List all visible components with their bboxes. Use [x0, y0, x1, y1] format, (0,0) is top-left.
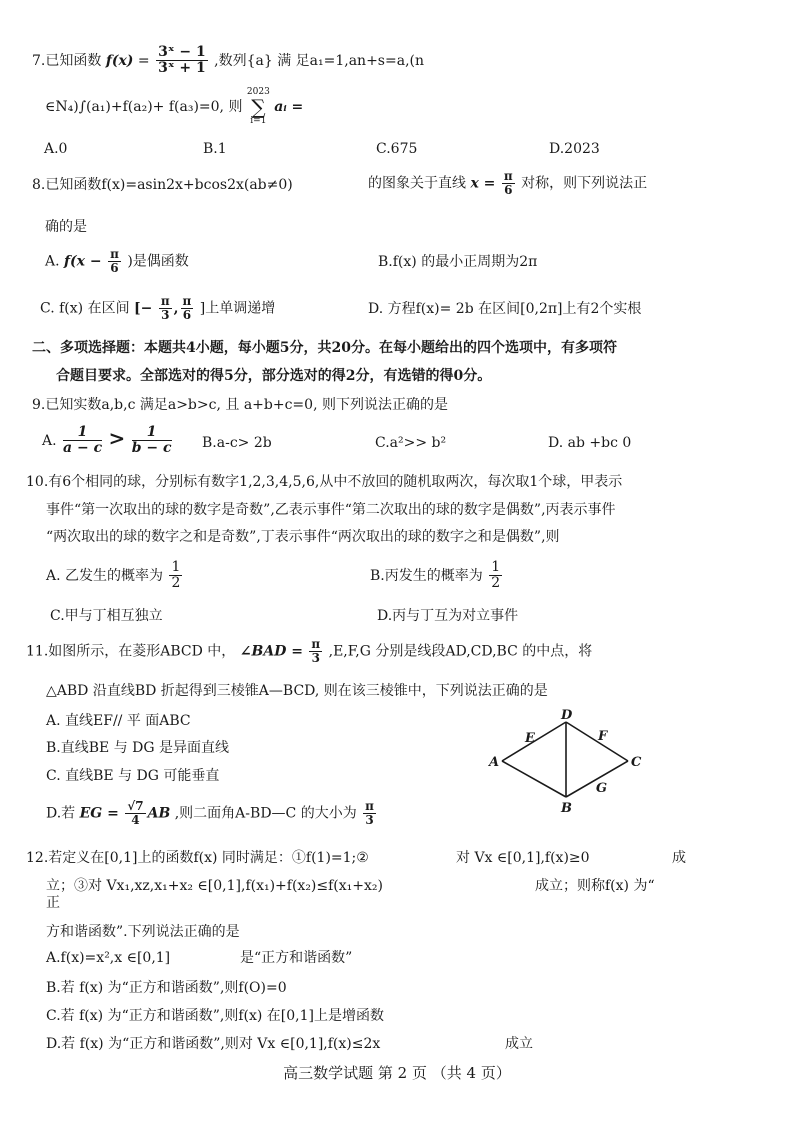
q8-line2: 确的是: [45, 219, 87, 235]
q11-d-ab: AB: [147, 805, 171, 822]
q7-frac-num: 3ˣ − 1: [158, 44, 206, 60]
q12-option-b: B.若 f(x) 为“正方和谐函数”,则f(O)=0: [46, 980, 287, 996]
q10-option-c: C.甲与丁相互独立: [50, 608, 163, 624]
q11-option-d: [46, 800, 378, 827]
q12-option-d-b: 成立: [505, 1036, 533, 1052]
q7-sum-top: 2023: [246, 87, 270, 97]
q7-text2: ,数列{a} 满 足a₁=1,an+s=a,(n: [214, 52, 424, 69]
q8-axis-frac: [502, 170, 515, 197]
q11-d-label: D.若: [46, 805, 76, 822]
q9-a-num2: 1: [132, 425, 172, 441]
q10-option-a: [46, 560, 184, 592]
q7-line1: 7.已知函数 f(x) = $\frac{\text{3ˣ − 1}}{\text{3ˣ + 1}}$ ,数列{a} 满 足a₁=1,an+s=a,(n: [32, 44, 424, 77]
q8-c-den2: 6: [182, 308, 192, 323]
q7-line2: [45, 88, 303, 126]
label-a: A: [489, 755, 500, 770]
q9-option-c: C.a²>> b²: [375, 435, 447, 451]
q10-a-frac: [169, 560, 182, 592]
q10-a-text: A. 乙发生的概率为: [46, 567, 164, 584]
q7-sum: [247, 88, 270, 126]
q12-line4: 方和谐函数”.下列说法正确的是: [46, 924, 240, 940]
q12-option-c: C.若 f(x) 为“正方和谐函数”,则f(x) 在[0,1]上是增函数: [46, 1008, 384, 1024]
q9-stem: 9.已知实数a,b,c 满足a>b>c, 且 a+b+c=0, 则下列说法正确的是: [32, 397, 448, 413]
q10-b-num: 1: [491, 559, 501, 575]
q8-c-frac2: [181, 295, 194, 322]
q12-line3: 正: [46, 895, 60, 911]
rhombus-figure: [485, 705, 655, 820]
q10-option-b: [370, 560, 504, 592]
q8-axis-var: x =: [470, 175, 496, 192]
q11-d-num: √7: [127, 799, 144, 813]
q11-angle-frac: [309, 638, 322, 665]
q11-d-frac2: [363, 800, 376, 827]
q8-c-num2: π: [182, 294, 192, 308]
q12-line1: 12.若定义在[0,1]上的函数f(x) 同时满足：①f(1)=1;②: [26, 850, 369, 866]
q12-line2-b: 成立；则称f(x) 为“: [535, 878, 655, 894]
q9-a-num1: 1: [63, 425, 102, 441]
q8-a-func: f(x −: [64, 253, 102, 270]
q7-option-b: B.1: [203, 141, 227, 157]
q11-line1: [26, 638, 592, 665]
q8-c-text: C. f(x) 在区间: [40, 300, 130, 317]
q9-a-frac1: [63, 425, 102, 457]
q8-option-d: D. 方程f(x)= 2b 在区间[0,2π]上有2个实根: [368, 301, 642, 317]
q8-c-frac1: [159, 295, 172, 322]
q9-a-den1: a − c: [63, 440, 103, 457]
q7-option-d: D.2023: [549, 141, 600, 157]
q11-angle-den: 3: [311, 651, 320, 666]
q11-d-frac: [125, 800, 145, 827]
q8-text2: 对称，则下列说法正: [521, 175, 648, 192]
q9-a-gt: >: [108, 425, 126, 450]
q10-option-d: D.丙与丁互为对立事件: [377, 608, 519, 624]
q9-a-den2: b − c: [131, 440, 172, 457]
q12-line1-b: 对 Vx ∈[0,1],f(x)≥0: [456, 850, 590, 866]
q11-d-den2: 3: [365, 813, 374, 828]
q11-text: 11.如图所示，在菱形ABCD 中，: [26, 643, 236, 660]
q7-fraction: [156, 45, 208, 77]
q8-option-b: B.f(x) 的最小正周期为2π: [378, 254, 538, 270]
edge-ba: [502, 761, 566, 797]
q10-a-den: 2: [171, 575, 181, 592]
q12-option-d: D.若 f(x) 为“正方和谐函数”,则对 Vx ∈[0,1],f(x)≤2x: [46, 1036, 381, 1052]
label-f: F: [598, 729, 608, 744]
q8-option-c: [40, 295, 275, 322]
q12-option-a: A.f(x)=x²,x ∈[0,1]: [46, 950, 171, 966]
label-d: D: [561, 708, 573, 723]
q11-option-b: B.直线BE 与 DG 是异面直线: [46, 740, 230, 756]
q8-axis-num: π: [503, 169, 513, 183]
q8-c-text2: ]上单调递增: [199, 300, 276, 317]
q8-a-label: A.: [45, 253, 60, 270]
q8-a-num: π: [110, 247, 119, 261]
q7-frac-den: 3ˣ + 1: [158, 60, 206, 77]
q8-a-text: )是偶函数: [127, 253, 189, 270]
label-g: G: [596, 781, 608, 796]
q11-text2: ,E,F,G 分别是线段AD,CD,BC 的中点，将: [328, 643, 593, 660]
q10-line1: 10.有6个相同的球，分别标有数字1,2,3,4,5,6,从中不放回的随机取两次，每次取1个球，甲表示: [26, 474, 623, 490]
q11-angle-num: π: [311, 637, 321, 651]
q11-d-text: ,则二面角A-BD—C 的大小为: [174, 805, 357, 822]
label-c: C: [631, 755, 642, 770]
q10-line2: 事件“第一次取出的球的数字是奇数”,乙表示事件“第二次取出的球的数字是偶数”,丙表示事件: [46, 502, 616, 518]
q8-option-a: [45, 248, 189, 275]
q11-option-a: A. 直线EF// 平 面ABC: [46, 713, 191, 729]
q9-option-d: D. ab +bc 0: [548, 435, 632, 451]
q10-line3: “两次取出的球的数字之和是奇数”,丁表示事件“两次取出的球的数字之和是偶数”,则: [46, 529, 560, 545]
q7-sum-bottom: i=1: [250, 116, 267, 126]
q8-stem-part1: 8.已知函数f(x)=asin2x+bcos2x(ab≠0): [32, 177, 293, 193]
q11-angle: ∠BAD =: [239, 643, 303, 660]
q10-a-num: 1: [171, 559, 181, 575]
q10-b-frac: [489, 560, 502, 592]
page-footer: 高三数学试题 第 2 页 （共 4 页）: [283, 1064, 511, 1082]
q12-option-a-b: 是“正方和谐函数”: [240, 950, 353, 966]
q10-b-text: B.丙发生的概率为: [370, 567, 483, 584]
q10-b-den: 2: [491, 575, 501, 592]
q9-option-b: B.a-c> 2b: [202, 435, 272, 451]
q8-axis-den: 6: [504, 183, 513, 198]
q8-c-num1: π: [160, 294, 170, 308]
q11-d-eg: EG =: [79, 805, 119, 822]
q8-a-frac: [108, 248, 121, 275]
q8-a-den: 6: [110, 261, 119, 276]
q11-d-den: 4: [131, 813, 140, 828]
q12-line1-c: 成: [672, 850, 686, 866]
q7-text3: ∈N₄)∫(a₁)+f(a₂)+ f(a₃)=0, 则: [45, 99, 243, 115]
label-b: B: [561, 801, 572, 816]
q9-a-label: A.: [42, 432, 57, 449]
q11-option-c: C. 直线BE 与 DG 可能垂直: [46, 768, 220, 784]
q8-c-den1: 3: [161, 308, 170, 323]
q7-option-c: C.675: [376, 141, 418, 157]
q7-text: 7.已知函数: [32, 52, 102, 69]
edge-dc: [566, 722, 628, 761]
q11-line2: △ABD 沿直线BD 折起得到三棱锥A—BCD, 则在该三棱锥中，下列说法正确的是: [46, 683, 548, 699]
q11-d-num2: π: [365, 799, 374, 813]
section-header-line1: 二、多项选择题：本题共4小题，每小题5分，共20分。在每小题给出的四个选项中，有多项符: [32, 340, 617, 356]
q8-c-bracket: [−: [134, 300, 153, 317]
q9-option-a: [42, 425, 174, 457]
section-header-line2: 合题目要求。全部选对的得5分，部分选对的得2分，有选错的得0分。: [56, 368, 492, 384]
q8-text: 的图象关于直线: [368, 175, 466, 192]
q8-c-comma: ,: [173, 300, 179, 317]
label-e: E: [525, 731, 535, 746]
q7-sum-sigma: ∑: [251, 95, 266, 119]
q7-sum-term: aᵢ =: [274, 99, 304, 115]
q7-option-a: A.0: [44, 141, 68, 157]
q7-func: f(x): [105, 52, 134, 69]
q9-a-frac2: [132, 425, 172, 457]
q12-line2: 立；③对 Vx₁,xz,x₁+x₂ ∈[0,1],f(x₁)+f(x₂)≤f(x₁+x₂): [46, 878, 383, 894]
q8-stem-part2: [368, 170, 647, 197]
